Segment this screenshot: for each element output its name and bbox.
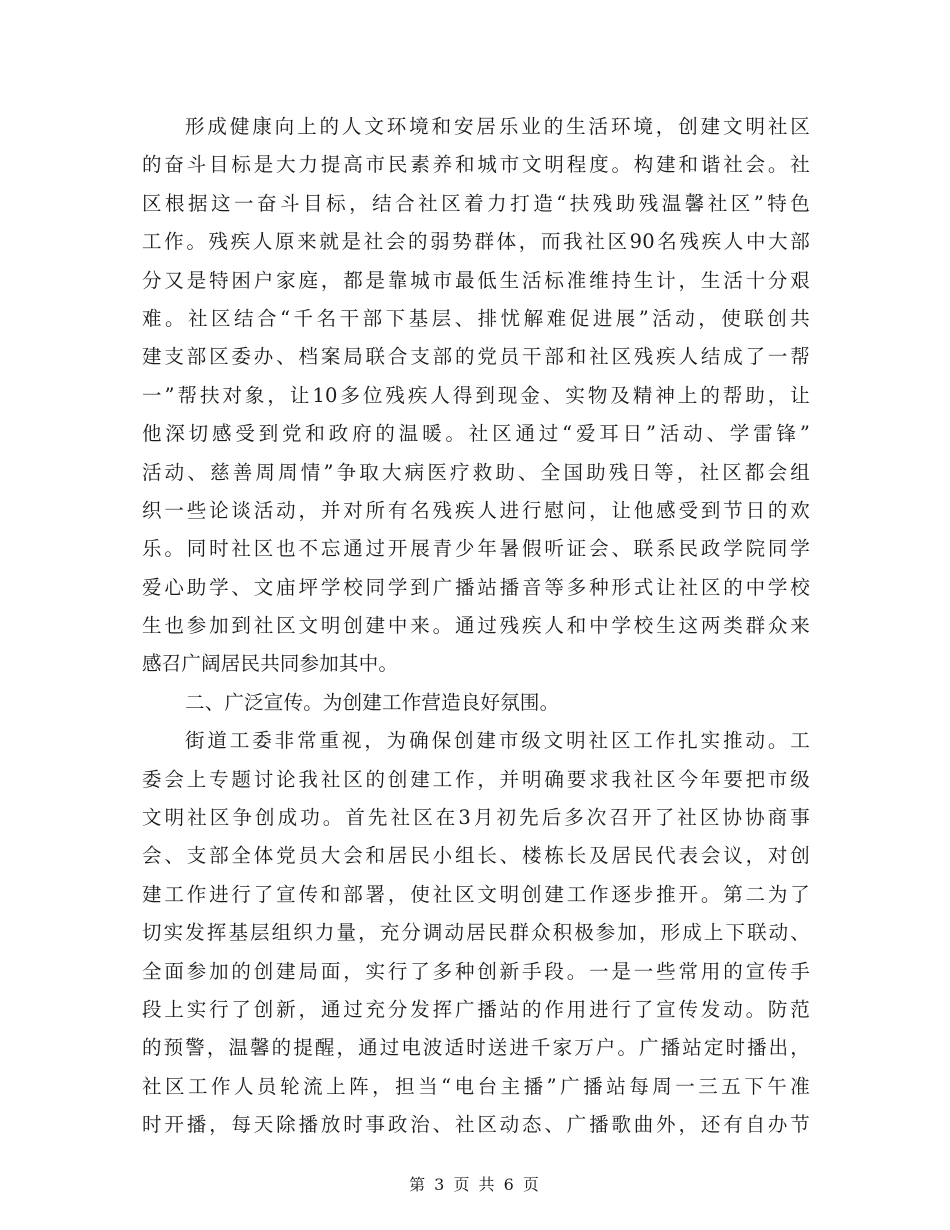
text-line: 感召广阔居民共同参加其中。 — [142, 652, 399, 676]
text-line: 全面参加的创建局面，实行了多种创新手段。一是一些常用的宣传手 — [142, 959, 810, 983]
text-line: 形成健康向上的人文环境和安居乐业的生活环境，创建文明社区 — [185, 115, 810, 138]
text-line: 委会上专题讨论我社区的创建工作，并明确要求我社区今年要把市级 — [142, 767, 810, 791]
text-line: 难。社区结合“千名干部下基层、排忧解难促进展”活动，使联创共 — [142, 306, 810, 330]
text-line: 切实发挥基层组织力量，充分调动居民群众积极参加，形成上下联动、 — [142, 921, 810, 945]
text-line: 织一些论谈活动，并对所有名残疾人进行慰问，让他感受到节日的欢 — [142, 498, 810, 522]
text-line: 时开播，每天除播放时事政治、社区动态、广播歌曲外，还有自办节 — [142, 1113, 810, 1137]
text-line: 社区工作人员轮流上阵，担当“电台主播”广播站每周一三五下午准 — [142, 1074, 810, 1098]
text-line: 的预警，温馨的提醒，通过电波适时送进千家万户。广播站定时播出， — [142, 1036, 810, 1060]
text-line: 建支部区委办、档案局联合支部的党员干部和社区残疾人结成了一帮 — [142, 345, 810, 369]
section-heading: 二、广泛宣传。为创建工作营造良好氛围。 — [185, 690, 560, 714]
text-line: 乐。同时社区也不忘通过开展青少年暑假听证会、联系民政学院同学 — [142, 537, 810, 561]
text-line: 工作。残疾人原来就是社会的弱势群体，而我社区90名残疾人中大部 — [142, 230, 810, 254]
page-number-footer: 第 3 页 共 6 页 — [409, 1175, 541, 1194]
text-line: 会、支部全体党员大会和居民小组长、楼栋长及居民代表会议，对创 — [142, 844, 810, 868]
text-line: 文明社区争创成功。首先社区在3月初先后多次召开了社区协协商事 — [142, 806, 810, 830]
text-line: 他深切感受到党和政府的温暖。社区通过“爱耳日”活动、学雷锋” — [142, 422, 810, 446]
text-line: 一”帮扶对象，让10多位残疾人得到现金、实物及精神上的帮助，让 — [142, 383, 810, 407]
text-line: 爱心助学、文庙坪学校同学到广播站播音等多种形式让社区的中学校 — [142, 575, 810, 599]
text-line: 段上实行了创新，通过充分发挥广播站的作用进行了宣传发动。防范 — [142, 997, 810, 1021]
text-line: 建工作进行了宣传和部署，使社区文明创建工作逐步推开。第二为了 — [142, 882, 810, 906]
text-line: 生也参加到社区文明创建中来。通过残疾人和中学校生这两类群众来 — [142, 614, 810, 638]
text-line: 分又是特困户家庭，都是靠城市最低生活标准维持生计，生活十分艰 — [142, 268, 810, 292]
text-line: 活动、慈善周周情”争取大病医疗救助、全国助残日等，社区都会组 — [142, 460, 810, 484]
text-line: 的奋斗目标是大力提高市民素养和城市文明程度。构建和谐社会。社 — [142, 153, 810, 177]
text-line: 区根据这一奋斗目标，结合社区着力打造“扶残助残温馨社区”特色 — [142, 191, 810, 215]
document-body — [142, 108, 810, 1145]
text-line: 街道工委非常重视，为确保创建市级文明社区工作扎实推动。工 — [185, 729, 810, 753]
